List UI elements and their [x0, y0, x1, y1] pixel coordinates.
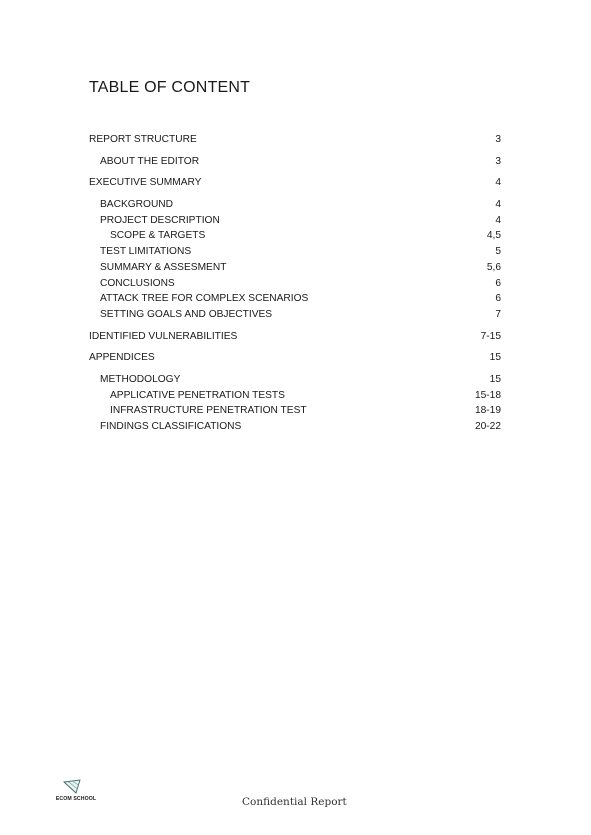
- toc-entry[interactable]: [89, 330, 501, 343]
- toc-entry-label: APPENDICES: [89, 352, 155, 363]
- toc-entry[interactable]: [89, 404, 501, 417]
- footer-label: Confidential Report: [242, 796, 347, 808]
- toc-entry[interactable]: [89, 308, 501, 321]
- page-title: TABLE OF CONTENT: [89, 79, 251, 96]
- toc-entry[interactable]: [89, 155, 501, 168]
- toc-entry-page: 20-22: [474, 421, 501, 432]
- toc-entry-page: 15-18: [474, 390, 501, 401]
- toc-entry-page: 15: [489, 352, 501, 363]
- toc-entry[interactable]: [89, 245, 501, 258]
- toc-entry[interactable]: [89, 198, 501, 211]
- toc-entry-label: SETTING GOALS AND OBJECTIVES: [100, 309, 273, 320]
- company-logo: [50, 779, 102, 811]
- toc-entry-label: ATTACK TREE FOR COMPLEX SCENARIOS: [100, 293, 309, 304]
- toc-entry-label: TEST LIMITATIONS: [100, 246, 192, 257]
- toc-entry[interactable]: [89, 214, 501, 227]
- toc-entry[interactable]: [89, 373, 501, 386]
- toc-entry-page: 7: [495, 309, 501, 320]
- toc-entry-label: APPLICATIVE PENETRATION TESTS: [110, 390, 285, 401]
- toc-entry[interactable]: [89, 229, 501, 242]
- toc-entry-label: ABOUT THE EDITOR: [100, 156, 200, 167]
- toc-entry[interactable]: [89, 277, 501, 290]
- toc-entry-label: EXECUTIVE SUMMARY: [89, 177, 202, 188]
- toc-entry-page: 7-15: [480, 331, 501, 342]
- toc-entry-label: FINDINGS CLASSIFICATIONS: [100, 421, 242, 432]
- toc-entry-label: SCOPE & TARGETS: [110, 230, 206, 241]
- toc-entry-page: 4,5: [486, 230, 501, 241]
- toc-entry-page: 5: [495, 246, 501, 257]
- toc-entry-page: 3: [495, 134, 501, 145]
- toc-entry[interactable]: [89, 389, 501, 402]
- toc-entry-page: 18-19: [474, 405, 501, 416]
- toc-entry-page: 15: [489, 374, 501, 385]
- toc-entry[interactable]: [89, 261, 501, 274]
- toc-entry-page: 3: [495, 156, 501, 167]
- toc-entry-label: METHODOLOGY: [100, 374, 181, 385]
- logo-mark-icon: [50, 779, 102, 797]
- toc-entry-label: INFRASTRUCTURE PENETRATION TEST: [110, 405, 307, 416]
- toc-entry-page: 4: [495, 199, 501, 210]
- toc-entry-page: 6: [495, 278, 501, 289]
- toc-entry-page: 4: [495, 177, 501, 188]
- toc-entry-page: 5,6: [486, 262, 501, 273]
- toc-entry[interactable]: [89, 351, 501, 364]
- toc-entry-label: SUMMARY & ASSESMENT: [100, 262, 227, 273]
- toc-entry-label: BACKGROUND: [100, 199, 174, 210]
- logo-text: ECOM SCHOOL: [55, 796, 97, 802]
- toc-entry-label: CONCLUSIONS: [100, 278, 175, 289]
- toc-entry-page: 4: [495, 215, 501, 226]
- toc-entry-label: PROJECT DESCRIPTION: [100, 215, 220, 226]
- toc-entry-label: IDENTIFIED VULNERABILITIES: [89, 331, 238, 342]
- toc-entry[interactable]: [89, 176, 501, 189]
- toc-entry[interactable]: [89, 420, 501, 433]
- toc-entry-page: 6: [495, 293, 501, 304]
- toc-entry[interactable]: [89, 133, 501, 146]
- toc-entry-label: REPORT STRUCTURE: [89, 134, 197, 145]
- toc-entry[interactable]: [89, 292, 501, 305]
